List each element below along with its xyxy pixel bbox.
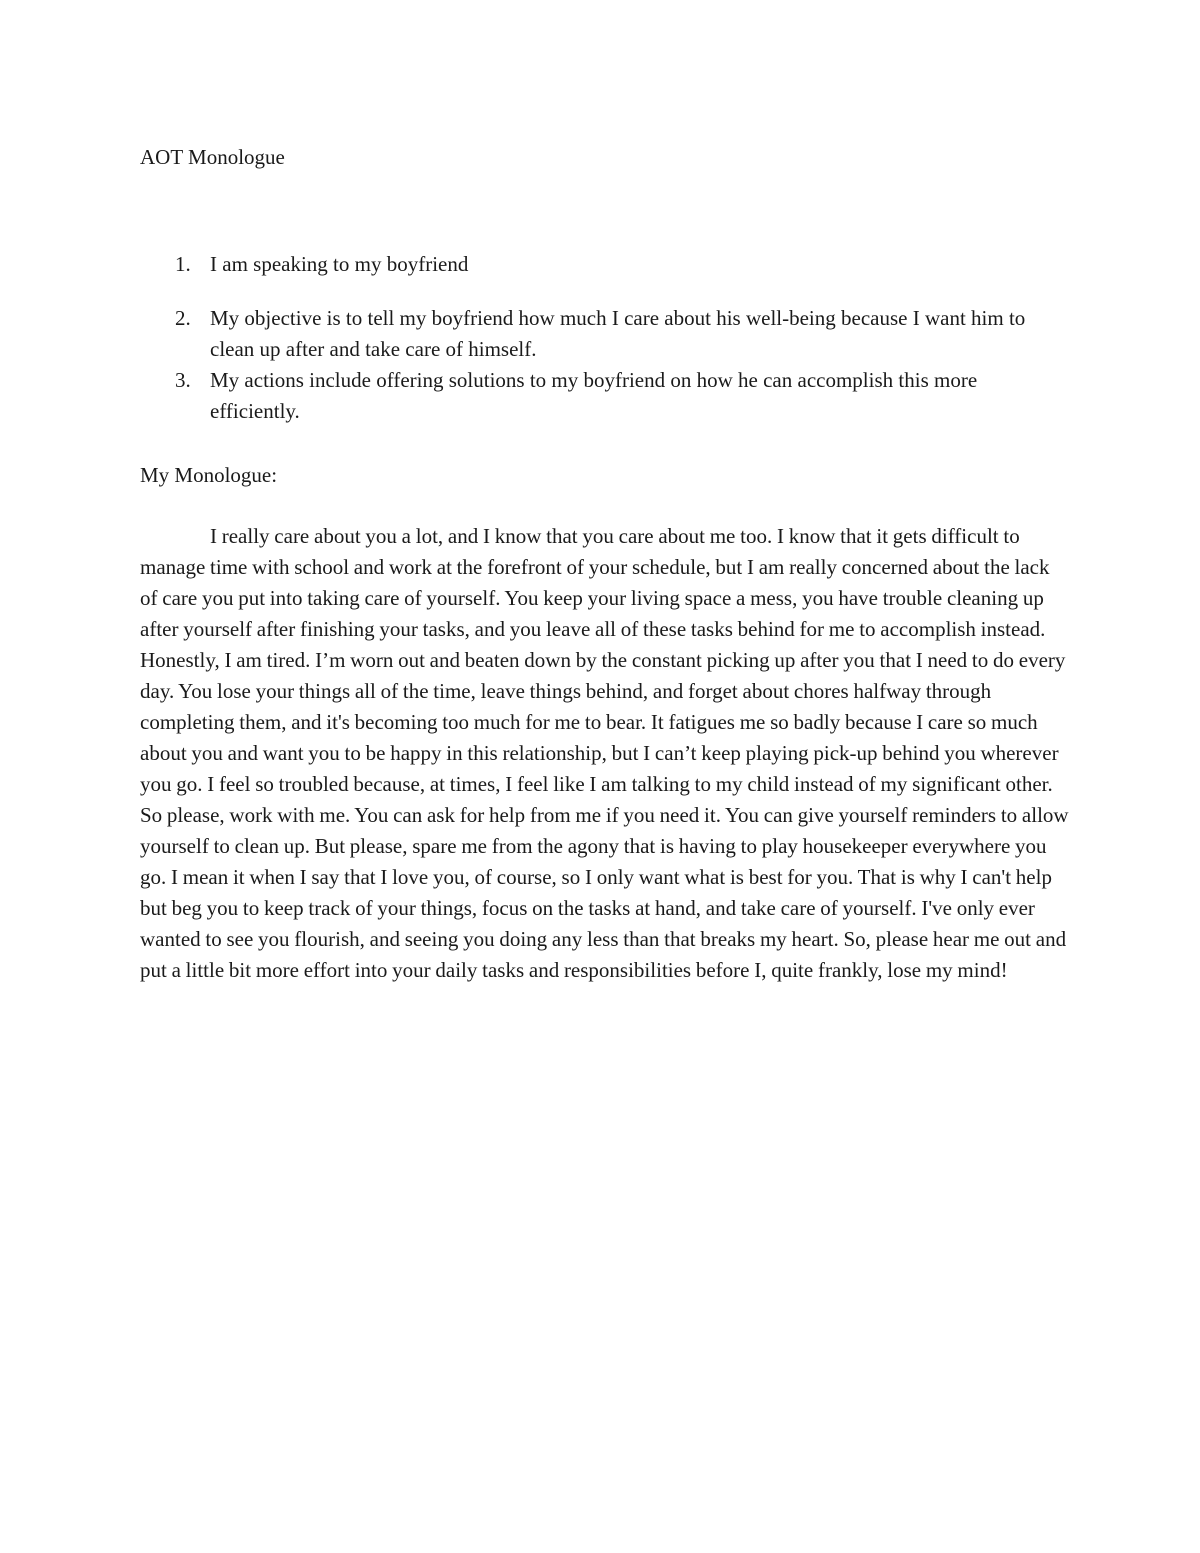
numbered-list (140, 249, 1070, 427)
list-item (140, 365, 1070, 427)
list-item-text: My actions include offering solutions to my boyfriend on how he can accomplish this more efficiently. (210, 368, 978, 423)
document-title: AOT Monologue (140, 145, 285, 169)
list-item-text: I am speaking to my boyfriend (210, 252, 469, 276)
list-item-number: 2. (175, 306, 191, 330)
list-item (140, 303, 1070, 365)
list-item (140, 249, 1070, 280)
list-item-number: 3. (175, 368, 191, 392)
list-item-number: 1. (175, 252, 191, 276)
monologue-paragraph: I really care about you a lot, and I know that you care about me too. I know that it gets difficult to manage time with school and work at the forefront of your schedule, but I am really concerned about the lack of care you put into taking care of yourself. You keep your living space a mess, you have trouble cleaning up after yourself after finishing your tasks, and you leave all of these tasks behind for me to accomplish instead. Honestly, I am tired. I’m worn out and beaten down by the constant picking up after you that I need to do every day. You lose your things all of the time, leave things behind, and forget about chores halfway through completing them, and it's becoming too much for me to bear. It fatigues me so badly because I care so much about you and want you to be happy in this relationship, but I can’t keep playing pick-up behind you wherever you go. I feel so troubled because, at times, I feel like I am talking to my child instead of my significant other. So please, work with me. You can ask for help from me if you need it. You can give yourself reminders to allow yourself to clean up. But please, spare me from the agony that is having to play housekeeper everywhere you go. I mean it when I say that I love you, of course, so I only want what is best for you. That is why I can't help but beg you to keep track of your things, focus on the tasks at hand, and take care of yourself. I've only ever wanted to see you flourish, and seeing you doing any less than that breaks my heart. So, please hear me out and put a little bit more effort into your daily tasks and responsibilities before I, quite frankly, lose my mind! (140, 524, 1069, 982)
section-heading: My Monologue: (140, 463, 278, 487)
list-item-text: My objective is to tell my boyfriend how much I care about his well-being because I want him to clean up after and take care of himself. (210, 306, 1026, 361)
